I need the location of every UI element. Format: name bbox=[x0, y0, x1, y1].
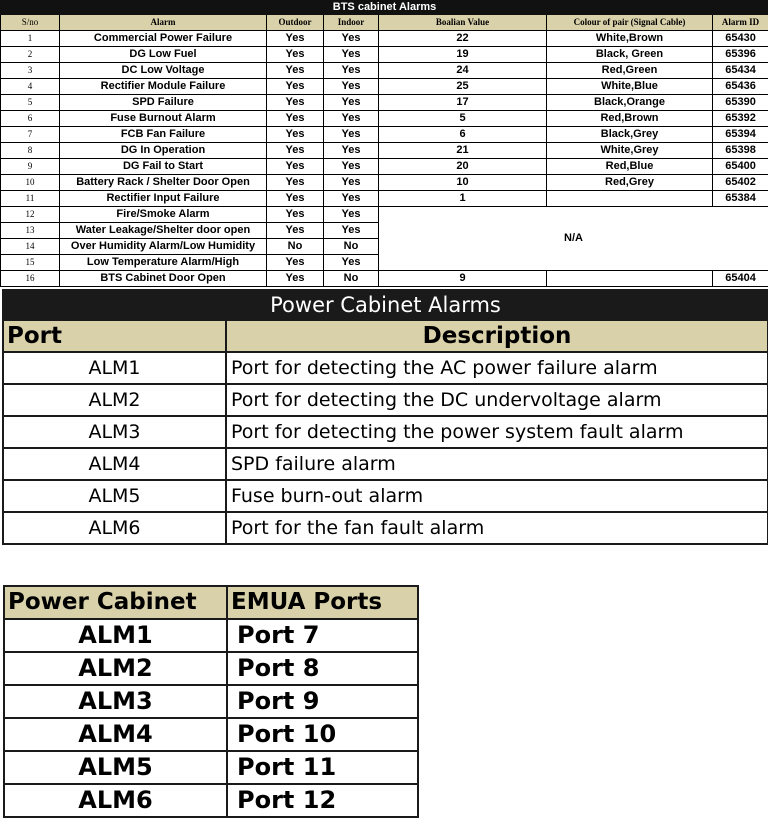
sno-cell: 6 bbox=[1, 111, 60, 127]
table-row bbox=[4, 718, 418, 751]
outdoor-cell: Yes bbox=[267, 159, 324, 175]
indoor-cell: Yes bbox=[324, 31, 379, 47]
alarm-cell: Low Temperature Alarm/High bbox=[60, 255, 267, 271]
colour-cell: Red,Blue bbox=[547, 159, 713, 175]
table-row bbox=[4, 751, 418, 784]
sno-cell: 15 bbox=[1, 255, 60, 271]
alarm-id-cell: 65402 bbox=[713, 175, 768, 191]
col-header-outdoor: Outdoor bbox=[267, 15, 324, 31]
alarm-cell: Commercial Power Failure bbox=[60, 31, 267, 47]
outdoor-cell: Yes bbox=[267, 63, 324, 79]
emua-port-cell: Port 12 bbox=[227, 784, 418, 817]
table-row bbox=[1, 143, 768, 159]
table-row bbox=[1, 159, 768, 175]
emua-port-mapping-table bbox=[3, 585, 419, 818]
port-cell: ALM4 bbox=[3, 448, 226, 480]
alarm-cell: Water Leakage/Shelter door open bbox=[60, 223, 267, 239]
boalian-value-cell: 17 bbox=[379, 95, 547, 111]
sno-cell: 7 bbox=[1, 127, 60, 143]
table-row bbox=[1, 31, 768, 47]
description-cell: SPD failure alarm bbox=[226, 448, 768, 480]
description-cell: Port for detecting the DC undervoltage alarm bbox=[226, 384, 768, 416]
alarm-id-cell: 65390 bbox=[713, 95, 768, 111]
outdoor-cell: Yes bbox=[267, 143, 324, 159]
colour-cell: White,Grey bbox=[547, 143, 713, 159]
col-header-port: Port bbox=[3, 320, 226, 352]
table-row bbox=[3, 384, 768, 416]
table-row bbox=[3, 352, 768, 384]
colour-cell: White,Brown bbox=[547, 31, 713, 47]
sno-cell: 1 bbox=[1, 31, 60, 47]
col-header-colour-of-pair: Colour of pair (Signal Cable) bbox=[547, 15, 713, 31]
outdoor-cell: Yes bbox=[267, 127, 324, 143]
sno-cell: 13 bbox=[1, 223, 60, 239]
colour-cell: White,Blue bbox=[547, 79, 713, 95]
colour-cell: Red,Green bbox=[547, 63, 713, 79]
indoor-cell: Yes bbox=[324, 175, 379, 191]
outdoor-cell: No bbox=[267, 239, 324, 255]
alarm-id-cell: 65404 bbox=[713, 271, 768, 287]
boalian-value-cell: 24 bbox=[379, 63, 547, 79]
boalian-value-cell: 1 bbox=[379, 191, 547, 207]
table-row bbox=[1, 111, 768, 127]
sno-cell: 14 bbox=[1, 239, 60, 255]
port-cell: ALM3 bbox=[3, 416, 226, 448]
port-cell: ALM6 bbox=[3, 512, 226, 544]
boalian-value-cell: 19 bbox=[379, 47, 547, 63]
power-cabinet-title: Power Cabinet Alarms bbox=[3, 290, 768, 320]
alarm-id-cell: 65430 bbox=[713, 31, 768, 47]
sno-cell: 4 bbox=[1, 79, 60, 95]
alarm-id-cell: 65392 bbox=[713, 111, 768, 127]
indoor-cell: Yes bbox=[324, 127, 379, 143]
colour-cell bbox=[547, 191, 713, 207]
table-row bbox=[1, 63, 768, 79]
power-cabinet-alarms-table bbox=[2, 289, 768, 545]
indoor-cell: Yes bbox=[324, 47, 379, 63]
outdoor-cell: Yes bbox=[267, 47, 324, 63]
emua-port-cell: Port 7 bbox=[227, 619, 418, 652]
description-cell: Fuse burn-out alarm bbox=[226, 480, 768, 512]
colour-cell: Red,Brown bbox=[547, 111, 713, 127]
table-row bbox=[1, 271, 768, 287]
table-row bbox=[1, 95, 768, 111]
alarm-id-cell: 65398 bbox=[713, 143, 768, 159]
emua-port-cell: Port 10 bbox=[227, 718, 418, 751]
table-row bbox=[3, 416, 768, 448]
boalian-value-cell: 25 bbox=[379, 79, 547, 95]
outdoor-cell: Yes bbox=[267, 175, 324, 191]
indoor-cell: Yes bbox=[324, 63, 379, 79]
sno-cell: 11 bbox=[1, 191, 60, 207]
outdoor-cell: Yes bbox=[267, 255, 324, 271]
sno-cell: 12 bbox=[1, 207, 60, 223]
indoor-cell: Yes bbox=[324, 191, 379, 207]
emua-port-cell: Port 9 bbox=[227, 685, 418, 718]
table-row bbox=[4, 685, 418, 718]
table-row bbox=[1, 175, 768, 191]
alarm-id-cell: 65384 bbox=[713, 191, 768, 207]
port-cell: ALM2 bbox=[3, 384, 226, 416]
sno-cell: 10 bbox=[1, 175, 60, 191]
alarm-cell: FCB Fan Failure bbox=[60, 127, 267, 143]
table-row bbox=[3, 512, 768, 544]
alarm-cell: Rectifier Module Failure bbox=[60, 79, 267, 95]
description-cell: Port for the fan fault alarm bbox=[226, 512, 768, 544]
colour-cell: Black,Grey bbox=[547, 127, 713, 143]
colour-cell: Black, Green bbox=[547, 47, 713, 63]
outdoor-cell: Yes bbox=[267, 79, 324, 95]
boalian-value-cell: 10 bbox=[379, 175, 547, 191]
boalian-value-cell: 22 bbox=[379, 31, 547, 47]
table-row bbox=[1, 207, 768, 223]
indoor-cell: Yes bbox=[324, 207, 379, 223]
table-row bbox=[1, 47, 768, 63]
col-header-sno: S/no bbox=[1, 15, 60, 31]
indoor-cell: Yes bbox=[324, 223, 379, 239]
indoor-cell: No bbox=[324, 239, 379, 255]
emua-port-cell: Port 8 bbox=[227, 652, 418, 685]
sno-cell: 8 bbox=[1, 143, 60, 159]
colour-cell: Red,Grey bbox=[547, 175, 713, 191]
indoor-cell: Yes bbox=[324, 143, 379, 159]
indoor-cell: Yes bbox=[324, 255, 379, 271]
sno-cell: 2 bbox=[1, 47, 60, 63]
outdoor-cell: Yes bbox=[267, 31, 324, 47]
outdoor-cell: Yes bbox=[267, 207, 324, 223]
alarm-cell: Fuse Burnout Alarm bbox=[60, 111, 267, 127]
col-header-boalian-value: Boalian Value bbox=[379, 15, 547, 31]
table-row bbox=[4, 784, 418, 817]
alarm-id-cell: 65396 bbox=[713, 47, 768, 63]
bts-table-title: BTS cabinet Alarms bbox=[1, 1, 768, 15]
outdoor-cell: Yes bbox=[267, 223, 324, 239]
outdoor-cell: Yes bbox=[267, 271, 324, 287]
colour-cell: Black,Orange bbox=[547, 95, 713, 111]
boalian-value-cell: 6 bbox=[379, 127, 547, 143]
port-cell: ALM5 bbox=[3, 480, 226, 512]
sno-cell: 5 bbox=[1, 95, 60, 111]
indoor-cell: Yes bbox=[324, 159, 379, 175]
sno-cell: 3 bbox=[1, 63, 60, 79]
col-header-indoor: Indoor bbox=[324, 15, 379, 31]
alarm-cell: Battery Rack / Shelter Door Open bbox=[60, 175, 267, 191]
col-header-power-cabinet: Power Cabinet bbox=[4, 586, 227, 619]
alarm-id-cell: 65436 bbox=[713, 79, 768, 95]
col-header-emua-ports: EMUA Ports bbox=[227, 586, 418, 619]
table-row bbox=[3, 480, 768, 512]
alarm-cell: DG Low Fuel bbox=[60, 47, 267, 63]
bts-cabinet-alarms-table bbox=[0, 0, 768, 287]
outdoor-cell: Yes bbox=[267, 191, 324, 207]
alarm-cell: DG Fail to Start bbox=[60, 159, 267, 175]
indoor-cell: Yes bbox=[324, 111, 379, 127]
indoor-cell: No bbox=[324, 271, 379, 287]
outdoor-cell: Yes bbox=[267, 111, 324, 127]
power-cabinet-cell: ALM5 bbox=[4, 751, 227, 784]
indoor-cell: Yes bbox=[324, 95, 379, 111]
alarm-id-cell: 65434 bbox=[713, 63, 768, 79]
colour-cell bbox=[547, 271, 713, 287]
alarm-id-cell: 65394 bbox=[713, 127, 768, 143]
table-row bbox=[1, 191, 768, 207]
col-header-alarm: Alarm bbox=[60, 15, 267, 31]
port-cell: ALM1 bbox=[3, 352, 226, 384]
power-cabinet-cell: ALM2 bbox=[4, 652, 227, 685]
alarm-cell: BTS Cabinet Door Open bbox=[60, 271, 267, 287]
indoor-cell: Yes bbox=[324, 79, 379, 95]
alarm-id-cell: 65400 bbox=[713, 159, 768, 175]
power-cabinet-cell: ALM1 bbox=[4, 619, 227, 652]
table-row bbox=[1, 79, 768, 95]
outdoor-cell: Yes bbox=[267, 95, 324, 111]
alarm-cell: DG In Operation bbox=[60, 143, 267, 159]
alarm-cell: Rectifier Input Failure bbox=[60, 191, 267, 207]
power-cabinet-cell: ALM4 bbox=[4, 718, 227, 751]
alarm-cell: Fire/Smoke Alarm bbox=[60, 207, 267, 223]
not-applicable-cell: N/A bbox=[379, 207, 768, 271]
col-header-alarm-id: Alarm ID bbox=[713, 15, 768, 31]
sno-cell: 9 bbox=[1, 159, 60, 175]
table-row bbox=[1, 127, 768, 143]
alarm-cell: DC Low Voltage bbox=[60, 63, 267, 79]
emua-port-cell: Port 11 bbox=[227, 751, 418, 784]
description-cell: Port for detecting the AC power failure alarm bbox=[226, 352, 768, 384]
boalian-value-cell: 20 bbox=[379, 159, 547, 175]
power-cabinet-cell: ALM3 bbox=[4, 685, 227, 718]
boalian-value-cell: 21 bbox=[379, 143, 547, 159]
sno-cell: 16 bbox=[1, 271, 60, 287]
power-cabinet-cell: ALM6 bbox=[4, 784, 227, 817]
table-row bbox=[4, 652, 418, 685]
description-cell: Port for detecting the power system fault alarm bbox=[226, 416, 768, 448]
table-row bbox=[3, 448, 768, 480]
boalian-value-cell: 5 bbox=[379, 111, 547, 127]
table-row bbox=[4, 619, 418, 652]
alarm-cell: SPD Failure bbox=[60, 95, 267, 111]
alarm-cell: Over Humidity Alarm/Low Humidity bbox=[60, 239, 267, 255]
boalian-value-cell: 9 bbox=[379, 271, 547, 287]
col-header-description: Description bbox=[226, 320, 768, 352]
